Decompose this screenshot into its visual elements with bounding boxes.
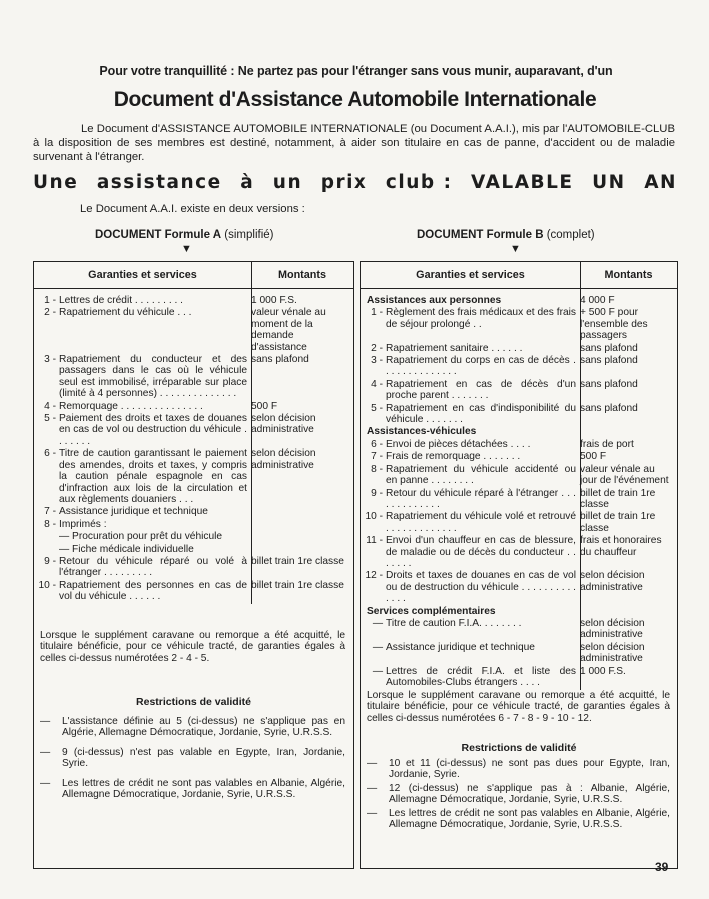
table-row <box>361 343 674 354</box>
guarantee-text: Rapatriement du corps en cas de décès . . . . . . . . . . . . . . <box>386 355 576 378</box>
slogan-word: UN <box>592 172 626 193</box>
guarantee-text: Rapatriement des personnes en cas de vol du véhicule . . . . . . <box>59 579 247 603</box>
restriction-item <box>367 758 670 781</box>
guarantee-text: Assistance juridique et technique <box>386 641 535 653</box>
guarantee-text: Envoi de pièces détachées . . . . <box>386 438 531 450</box>
item-number: 4 - <box>371 378 383 390</box>
club-slogan <box>33 172 677 193</box>
amount-cell: billet train 1re classe <box>251 579 344 591</box>
item-number: 2 - <box>371 342 383 354</box>
item-number: 6 - <box>371 438 383 450</box>
restriction-item <box>367 783 670 806</box>
restrictions-title: Restrictions de validité <box>461 742 577 754</box>
guarantee-text: Rapatriement du conducteur et des passagers dans le cas où le véhicule seul est immobilisé, irréparable sur place (limité à 4 personnes) . . . . . . . . . . . . . . <box>59 354 247 400</box>
guarantee-text: Paiement des droits et taxes de douanes en cas de vol ou destruction du véhicule . . . . . . . <box>59 413 247 447</box>
slogan-word: Une <box>33 172 79 193</box>
guarantee-list <box>361 295 674 689</box>
table-row <box>34 580 350 603</box>
amount-cell: valeur vénale au jour de l'événement <box>580 463 669 487</box>
slogan-word: club : <box>385 172 453 193</box>
column-header-garanties: Garanties et services <box>361 262 580 289</box>
table-row <box>361 535 674 569</box>
amount-cell: selon décision administrative <box>580 570 645 593</box>
amount-cell: 1 000 F.S. <box>580 665 626 677</box>
table-row <box>361 439 674 450</box>
section-heading: Assistances-véhicules <box>367 426 477 438</box>
amount-cell <box>247 544 346 555</box>
guarantee-text: Droits et taxes de douanes en cas de vol ou de destruction du véhicule . . . . . . . . . . . . . . <box>386 570 576 605</box>
amount-cell: valeur vénale au moment de la demande d'assistance <box>251 307 326 353</box>
dash-bullet: — <box>367 782 378 794</box>
amount-cell: billet train 1re classe <box>251 555 344 567</box>
dash-bullet: — <box>367 758 378 769</box>
table-row <box>361 355 674 378</box>
table-row <box>34 401 350 412</box>
guarantee-text: Lettres de crédit F.I.A. et liste des Automobiles-Clubs étrangers . . . . <box>386 665 576 688</box>
amount-cell: selon décision administrative <box>580 641 645 665</box>
formula-a-heading <box>95 229 273 241</box>
table-row <box>361 642 674 665</box>
column-header-garanties: Garanties et services <box>34 262 251 289</box>
amount-cell: frais et honoraires du chauffeur <box>580 535 662 558</box>
formula-b-heading <box>417 229 595 241</box>
guarantee-text: Rapatriement en cas d'indisponibilité du véhicule . . . . . . . <box>386 402 576 426</box>
guarantee-text: Assistance juridique et technique <box>59 506 208 518</box>
item-number: 7 - <box>44 506 56 518</box>
section-heading-row <box>361 426 674 437</box>
amount-cell: selon décision administrative <box>580 617 645 641</box>
restriction-text: 10 et 11 (ci-dessus) ne sont pas dues pour Egypte, Iran, Jordanie, Syrie. <box>389 758 670 781</box>
table-row <box>361 403 674 426</box>
formula-b-heading-rest: (complet) <box>543 229 595 241</box>
guarantee-text: Règlement des frais médicaux et des frais de séjour prolongé . . <box>386 307 576 330</box>
dash-bullet: — <box>40 716 51 727</box>
item-number: 11 - <box>366 535 383 547</box>
item-number: 10 - <box>38 579 56 591</box>
restriction-text: Les lettres de crédit ne sont pas valables en Albanie, Algérie, Allemagne Démocratique, Jordanie, Syrie, U.R.S.S. <box>389 807 670 831</box>
table-row <box>34 295 350 306</box>
item-number: 9 - <box>44 555 56 567</box>
item-number: 2 - <box>44 307 56 319</box>
slogan-word: un <box>272 172 303 193</box>
restriction-item <box>40 716 345 739</box>
restrictions-title: Restrictions de validité <box>136 696 251 708</box>
slogan-word: AN <box>644 172 677 193</box>
item-number: 1 - <box>44 295 56 306</box>
table-row <box>34 531 350 542</box>
restriction-text: 9 (ci-dessus) n'est pas valable en Egypte, Iran, Jordanie, Syrie. <box>62 746 345 770</box>
guarantee-text: Rapatriement en cas de décès d'un proche parent . . . . . . . <box>386 378 576 402</box>
amount-cell: sans plafond <box>580 378 638 390</box>
page-number: 39 <box>655 860 669 874</box>
restriction-text: L'assistance définie au 5 (ci-dessus) ne s'applique pas en Algérie, Allemagne Démocratique, Jordanie, Syrie, U.R.S.S. <box>62 716 345 739</box>
dash-bullet: — <box>40 746 51 758</box>
amount-cell: billet de train 1re classe <box>580 511 656 534</box>
amount-cell <box>576 606 672 617</box>
amount-cell: sans plafond <box>580 355 638 367</box>
table-row <box>361 379 674 402</box>
restriction-item <box>40 747 345 770</box>
intro-tagline: Pour votre tranquillité : Ne partez pas pour l'étranger sans vous munir, auparavant, d'un <box>99 64 613 78</box>
guarantee-text: Envoi d'un chauffeur en cas de blessure, de maladie ou de décès du conducteur . . . . . . . <box>386 535 576 569</box>
table-row <box>361 618 674 641</box>
section-heading-row <box>361 606 674 617</box>
slogan-word: VALABLE <box>471 172 574 193</box>
table-row <box>361 666 674 689</box>
table-row <box>361 307 674 341</box>
item-number <box>34 544 59 555</box>
item-number: 12 - <box>365 570 383 582</box>
restriction-text: Les lettres de crédit ne sont pas valables en Albanie, Algérie, Allemagne Démocratique, Jordanie, Syrie, U.R.S.S. <box>62 777 345 801</box>
formula-b-table <box>360 261 678 869</box>
guarantee-text: Frais de remorquage . . . . . . . <box>386 451 521 463</box>
amount-cell <box>576 426 672 437</box>
dash-bullet: — <box>40 777 51 789</box>
intro-paragraph: Le Document d'ASSISTANCE AUTOMOBILE INTERNATIONALE (ou Document A.A.I.), mis par l'AUTOMOBILE-CLUB à la disposition de ses membres est destiné, notamment, à aider son titulaire en cas de panne, d'accident ou de maladie survenant à l'étranger. <box>33 123 675 163</box>
formula-b-heading-bold: DOCUMENT Formule B <box>417 229 544 241</box>
amount-cell <box>247 519 346 530</box>
table-row <box>34 519 350 530</box>
table-row <box>34 307 350 353</box>
formula-a-heading-bold: DOCUMENT Formule A <box>95 229 222 241</box>
caravan-note: Lorsque le supplément caravane ou remorque a été acquitté, le titulaire bénéficie, pour ce véhicule tracté, de garanties égales à celles ci-dessus numérotées 2 - 4 - 5. <box>40 630 345 664</box>
restriction-text: 12 (ci-dessus) ne s'applique pas à : Albanie, Algérie, Allemagne Démocratique, Jordanie, Syrie, U.R.S.S. <box>389 782 670 806</box>
restriction-item <box>40 778 345 801</box>
arrow-down-icon: ▼ <box>510 243 521 255</box>
versions-sentence: Le Document A.A.I. existe en deux versions : <box>80 203 305 215</box>
amount-cell: 500 F <box>251 400 278 412</box>
item-number <box>34 531 59 542</box>
table-row <box>361 570 674 604</box>
amount-cell: sans plafond <box>580 402 638 414</box>
item-number: 7 - <box>371 451 383 463</box>
amount-cell: selon décision administrative <box>251 448 316 471</box>
slogan-word: prix <box>320 172 368 193</box>
item-number: 5 - <box>44 413 56 425</box>
slogan-word: à <box>240 172 255 193</box>
guarantee-text: Titre de caution garantissant le paiement des amendes, droits et taxes, y compris la caution pénale espagnole en cas d'infraction aux lois de la circulation et aux règlements douaniers . . . <box>59 448 247 505</box>
table-row <box>361 488 674 511</box>
item-number: 3 - <box>371 355 383 367</box>
section-heading-row <box>361 295 674 306</box>
restriction-item <box>367 808 670 831</box>
item-number: 10 - <box>365 511 383 523</box>
amount-cell: 1 000 F.S. <box>251 295 297 306</box>
table-row <box>34 448 350 505</box>
table-row <box>361 464 674 487</box>
caravan-note: Lorsque le supplément caravane ou remorque a été acquitté, le titulaire bénéficie, pour ce véhicule tracté, de garanties égales à celles ci-dessus numérotées 6 - 7 - 8 - 9 - 10 - 12. <box>367 690 670 724</box>
restrictions-list <box>40 716 345 808</box>
amount-cell: 4 000 F <box>580 295 615 306</box>
guarantee-list <box>34 295 350 604</box>
table-row <box>34 556 350 579</box>
table-row <box>361 451 674 462</box>
item-number: — <box>372 665 383 677</box>
arrow-down-icon: ▼ <box>181 243 192 255</box>
item-number: 8 - <box>44 518 56 530</box>
amount-cell: selon décision administrative <box>251 413 316 436</box>
guarantee-text: Rapatriement du véhicule volé et retrouvé . . . . . . . . . . . . . <box>386 511 576 534</box>
guarantee-text: Retour du véhicule réparé ou volé à l'étranger . . . . . . . . . <box>59 555 247 579</box>
amount-cell: 500 F <box>580 451 607 463</box>
item-number: — <box>372 641 383 653</box>
table-row <box>34 413 350 447</box>
guarantee-text: — Procuration pour prêt du véhicule <box>59 531 223 543</box>
document-title: Document d'Assistance Automobile Internationale <box>113 88 597 111</box>
guarantee-text: Lettres de crédit . . . . . . . . . <box>59 295 183 306</box>
amount-cell: sans plafond <box>251 354 309 366</box>
guarantee-text: Rapatriement du véhicule accidenté ou en panne . . . . . . . . <box>386 463 576 487</box>
guarantee-text: — Fiche médicale individuelle <box>59 543 194 555</box>
amount-cell <box>247 506 346 517</box>
amount-cell: billet de train 1re classe <box>580 487 656 510</box>
column-header-montants: Montants <box>580 262 677 289</box>
amount-cell: + 500 F pour l'ensemble des passagers <box>580 307 648 342</box>
column-header-montants: Montants <box>251 262 353 289</box>
amount-cell <box>247 531 346 542</box>
formula-a-heading-rest: (simplifié) <box>221 229 274 241</box>
section-heading: Assistances aux personnes <box>367 295 502 306</box>
slogan-word: assistance <box>96 172 222 193</box>
guarantee-text: Imprimés : <box>59 518 107 530</box>
table-row <box>34 544 350 555</box>
item-number: 8 - <box>371 463 383 475</box>
section-heading: Services complémentaires <box>367 605 496 617</box>
item-number: 9 - <box>371 487 383 499</box>
guarantee-text: Retour du véhicule réparé à l'étranger . . . . . . . . . . . . . <box>386 487 576 510</box>
formula-a-table <box>33 261 354 869</box>
amount-cell: frais de port <box>580 438 634 450</box>
item-number: 1 - <box>371 307 383 319</box>
dash-bullet: — <box>367 807 378 819</box>
item-number: — <box>372 617 383 629</box>
amount-cell: sans plafond <box>580 342 638 354</box>
table-row <box>34 354 350 400</box>
guarantee-text: Rapatriement du véhicule . . . <box>59 307 192 319</box>
table-row <box>34 506 350 517</box>
restrictions-list <box>367 758 670 832</box>
item-number: 4 - <box>44 400 56 412</box>
table-row <box>361 511 674 534</box>
guarantee-text: Rapatriement sanitaire . . . . . . <box>386 342 523 354</box>
item-number: 3 - <box>44 354 56 366</box>
item-number: 6 - <box>44 448 56 460</box>
guarantee-text: Remorquage . . . . . . . . . . . . . . . <box>59 400 203 412</box>
guarantee-text: Titre de caution F.I.A. . . . . . . . <box>386 617 522 629</box>
item-number: 5 - <box>371 402 383 414</box>
